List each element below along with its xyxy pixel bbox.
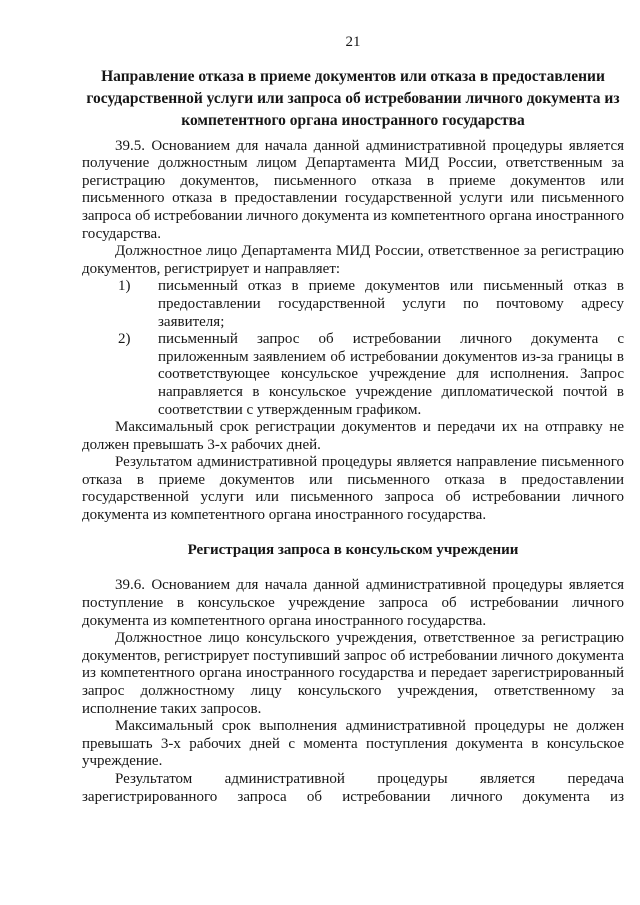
paragraph-consular-official: Должностное лицо консульского учреждения, ответственное за регистрацию документов, регистрирует поступивший запрос об истребовании личного документа из компетентного органа иностранного государства и передает зарегистрированный запрос должностному лицу консульского учреждения, ответственному за исполнение таких запросов. <box>82 630 624 717</box>
page-content <box>82 0 624 806</box>
paragraph-result-transfer-truncated: Результатом административной процедуры является передача зарегистрированного запроса об истребовании личного документа из <box>82 770 624 805</box>
list-item-1-text: письменный отказ в приеме документов или письменный отказ в предоставлении государственной услуги по почтовому адресу заявителя; <box>158 278 624 330</box>
subsection-heading-consular-registration: Регистрация запроса в консульском учреждении <box>187 542 519 559</box>
paragraph-39-6: 39.6. Основанием для начала данной административной процедуры является поступление в консульское учреждение запроса об истребовании личного документа из компетентного органа иностранного государства. <box>82 577 624 629</box>
list-item-2 <box>82 331 624 419</box>
paragraph-max-term-procedure: Максимальный срок выполнения административной процедуры не должен превышать 3-х рабочих дней с момента поступления документа в консульское учреждение. <box>82 718 624 770</box>
body-text <box>82 138 624 807</box>
paragraph-max-term-registration: Максимальный срок регистрации документов и передачи их на отправку не должен превышать 3-х рабочих дней. <box>82 419 624 453</box>
list-item-2-number: 2) <box>118 331 131 348</box>
paragraph-result-direction: Результатом административной процедуры является направление письменного отказа в приеме документов или письменного отказа в предоставлении государственной услуги или письменного запроса об истребовании личного документа из компетентного органа иностранного государства. <box>82 454 624 524</box>
list-item-1 <box>82 278 624 331</box>
paragraph-official-registers: Должностное лицо Департамента МИД России, ответственное за регистрацию документов, регистрирует и направляет: <box>82 243 624 277</box>
section-heading: Направление отказа в приеме документов или отказа в предоставлении государственной услуги или запроса об истребовании личного документа из компетентного органа иностранного государства <box>86 67 620 129</box>
list-item-1-number: 1) <box>118 278 131 295</box>
page-number: 21 <box>345 34 361 50</box>
paragraph-39-5: 39.5. Основанием для начала данной административной процедуры является получение должностным лицом Департамента МИД России, ответственным за регистрацию документов, письменного отказа в приеме документов или письменного отказа в предоставлении государственной услуги или письменного запроса об истребовании личного документа из компетентного органа иностранного государства. <box>82 137 624 242</box>
list-item-2-text: письменный запрос об истребовании личного документа с приложенным заявлением об истребовании документов из-за границы в соответствующее консульское учреждение для исполнения. Запрос направляется в консульское учреждение дипломатической почтой в соответствии с утвержденным графиком. <box>158 331 624 418</box>
